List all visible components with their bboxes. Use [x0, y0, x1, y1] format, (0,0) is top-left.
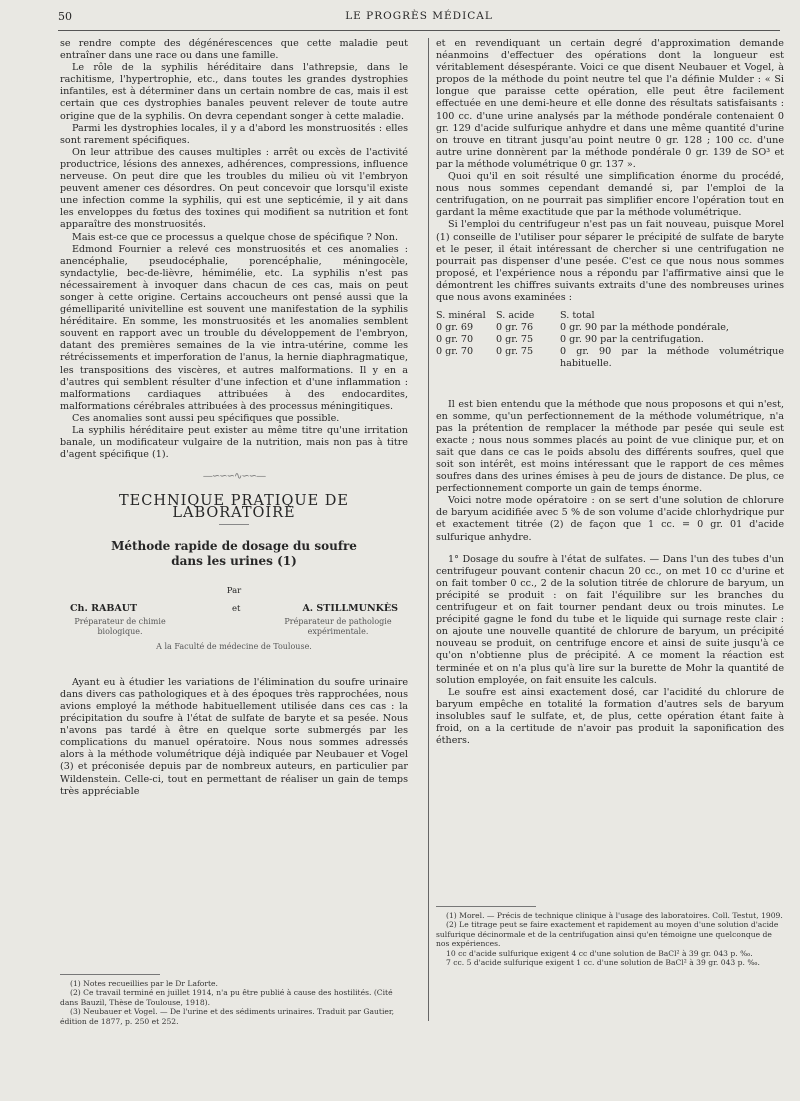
affiliation: Préparateur de chimie biologique. [74, 616, 166, 636]
paragraph: Edmond Fournier a relevé ces monstruosités et ces anomalies : anencéphalie, pseudocéphalie, porencéphalie, méningocèle, syndactylie, bec-de-lièvre, hémimélie, etc. La syphilis n'est pas nécessairement à invoquer dans chacun de ces cas, mais on peut songer à cette origine. Certains accoucheurs ont pensé aussi que la gémelliparité univitelline est souvent une manifestation de la syphilis héréditaire. En somme, les monstruosités et les anomalies semblent souvent en rapport avec un trouble du développement de l'embryon, datant des premières semaines de la vie intra-utérine, comme les rétrécissements et imperforation de l'anus, la hernie diaphragmatique, les transpositions des viscères, et autres malformations. Il y en a d'autres qui semblent résulter d'une infection et d'une inflammation : malformations cardiaques attribuées à des endocardites, malformations cérébrales attribuées à des processus méningitiques. [60, 243, 408, 412]
left-column [60, 38, 408, 798]
table-header: S. minéral [436, 310, 486, 322]
paragraph: La syphilis héréditaire peut exister au même titre qu'une irritation banale, un modificateur vulgaire de la nutrition, mais non pas à titre d'agent spécifique (1). [60, 425, 408, 461]
footnotes-left [60, 974, 408, 1026]
footnote-rule [60, 974, 160, 975]
paragraph: Parmi les dystrophies locales, il y a d'abord les monstruosités : elles sont rarement spécifiques. [60, 122, 408, 146]
footnotes-right [436, 906, 784, 967]
footnote: 10 cc d'acide sulfurique exigent 4 cc d'une solution de BaCl² à 39 gr. 043 p. ‰. [446, 948, 753, 958]
ornament-divider: —∽∽∽∿∽∽— [202, 471, 266, 483]
paragraph: Voici notre mode opératoire : on se sert d'une solution de chlorure de baryum acidifiée avec 5 % de son volume d'acide chlorhydrique pur et exactement titrée (2) de façon que 1 cc. = 0 gr. 01 d'acide sulfurique anhydre. [436, 495, 784, 543]
article-title-line: Méthode rapide de dosage du soufre [111, 538, 357, 553]
table-cell: 0 gr. 70 [436, 334, 474, 346]
paragraph: Il est bien entendu que la méthode que nous proposons et qui n'est, en somme, qu'un perfectionnement de la méthode volumétrique, n'a pas la prétention de remplacer la méthode par pesée qui seule est exacte ; nous nous sommes placés au point de vue clinique pur, et on sait que dans ce cas le poids absolu des différents soufres, quel que soit son intérêt, est moins intéressant que le rapport de ces mêmes soufres dans des urines émises à peu de jours de distance. De plus, ce perfectionnement comporte un gain de temps énorme. [436, 398, 784, 495]
article-title [60, 539, 408, 569]
table-cell: 0 gr. 90 par la méthode pondérale, [560, 322, 729, 334]
byline-par: Par [226, 585, 242, 596]
footnote: 7 cc. 5 d'acide sulfurique exigent 1 cc. d'une solution de BaCl² à 39 gr. 043 p. ‰. [446, 958, 760, 968]
paragraph: Le soufre est ainsi exactement dosé, car l'acidité du chlorure de baryum empêche en totalité la formation d'autres sels de baryum insolubles sauf le sulfate, et, de plus, cette opération étant faite à froid, on a la certitude de n'avoir pas produit la saponification des éthers. [436, 686, 784, 747]
table-header-row [436, 310, 784, 322]
author-name: Ch. RABAUT [70, 602, 138, 614]
table-cell: 0 gr. 70 [436, 346, 474, 358]
column-divider [428, 38, 429, 1021]
paragraph: Ces anomalies sont aussi peu spécifiques que possible. [72, 412, 340, 424]
table-cell: 0 gr. 75 [496, 346, 534, 358]
paragraph: Ayant eu à étudier les variations de l'élimination du soufre urinaire dans divers cas pathologiques et à des époques très rapprochées, nous avions employé la méthode habituellement utilisée dans ces cas : la précipitation du soufre à l'état de sulfate de baryte et sa pesée. Nous n'avons pas tardé à être en quelque sorte submergés par les complications du manuel opératoire. Nous nous sommes adressés alors à la méthode volumétrique déjà indiquée par Neubauer et Vogel (3) et préconisée depuis par de nombreux auteurs, en particulier par Wildenstein. Celle-ci, tout en permettant de réaliser un gain de temps très appréciable [60, 676, 408, 797]
authors [60, 603, 408, 615]
table-cell: 0 gr. 90 par la centrifugation. [560, 334, 704, 346]
author-conjunction: et [232, 603, 241, 614]
affiliations [60, 617, 408, 639]
paragraph: Quoi qu'il en soit résulté une simplification énorme du procédé, nous nous sommes cependant demandé si, par l'emploi de la centrifugation, on ne pourrait pas simplifier encore l'opération tout en gardant la même exactitude que par la méthode volumétrique. [436, 171, 784, 219]
author-name: A. STILLMUNKÈS [302, 602, 398, 614]
page-header [58, 10, 780, 28]
paragraph: 1° Dosage du soufre à l'état de sulfates. — Dans l'un des tubes d'un centrifugeur pouvant contenir chacun 20 cc., on met 10 cc d'urine et on fait tomber 0 cc., 2 de la solution titrée de chlorure de baryum, un précipité se produit : on fait l'équilibre sur les branches du centrifugeur et on fait tourner pendant deux ou trois minutes. Le précipité gagne le fond du tube et le liquide qui surnage reste clair : on ajoute une nouvelle quantité de chlorure de baryum, un précipité nouveau se produit, on centrifuge encore et ainsi de suite jusqu'à ce qu'on n'obtienne plus de précipité. A ce moment la réaction est terminée et on n'a plus qu'à lire sur la burette de Mohr la quantité de solution employée, on fait ensuite les calculs. [436, 553, 784, 686]
article-title-line: dans les urines (1) [171, 553, 297, 568]
running-title: LE PROGRÈS MÉDICAL [345, 10, 493, 22]
table-row [436, 322, 784, 334]
footnote-rule [436, 906, 536, 907]
paragraph: Si l'emploi du centrifugeur n'est pas un fait nouveau, puisque Morel (1) conseille de l'utiliser pour séparer le précipité de sulfate de baryte et le peser, il était intéressant de chercher si une centrifugation ne pourrait pas dispenser d'une pesée. C'est ce que nous nous sommes proposé, et l'expérience nous a répondu par l'affirmative ainsi que le démontrent les chiffres suivants extraits d'une des nombreuses urines que nous avons examinées : [436, 219, 784, 303]
page-number: 50 [58, 10, 72, 23]
paragraph: se rendre compte des dégénérescences que cette maladie peut entraîner dans une race ou dans une famille. [60, 38, 408, 62]
table-header: S. acide [496, 310, 535, 322]
table-row [436, 334, 784, 346]
paragraph: Mais est-ce que ce processus a quelque chose de spécifique ? Non. [72, 231, 399, 243]
table-cell: 0 gr. 76 [496, 322, 534, 334]
header-rule [58, 30, 780, 31]
paragraph: Le rôle de la syphilis héréditaire dans l'athrepsie, dans le rachitisme, l'hypertrophie, etc., dans toutes les grandes dystrophies infantiles, est à déterminer dans un certain nombre de cas, mais il est certain que ces dystrophies banales peuvent relever de toute autre origine que de la syphilis. On devra cependant songer à cette maladie. [60, 62, 408, 122]
footnote: (1) Notes recueillies par le Dr Laforte. [70, 979, 218, 988]
paragraph: et en revendiquant un certain degré d'approximation demande néanmoins d'effectuer des opérations dont la longueur est véritablement désespérante. Voici ce que disent Neubauer et Vogel, à propos de la méthode du point neutre tel que l'a définie Mulder : « Si longue que paraisse cette opération, elle peut être facilement effectuée en une demi-heure et elle donne des résultats satisfaisants : 100 cc. d'une urine analysés par la méthode pondérale contenaient 0 gr. 129 d'acide sulfurique anhydre et dans une même quantité d'urine on trouve en titrant jusqu'au point neutre 0 gr. 128 ; 100 cc. d'une autre urine donnèrent par la méthode pondérale 0 gr. 139 de SO³ et par la méthode volumétrique 0 gr. 137 ». [436, 38, 784, 170]
table-cell: 0 gr. 90 par la méthode volumétrique habituelle. [560, 346, 784, 370]
results-table [436, 310, 784, 370]
table-header: S. total [560, 310, 595, 322]
footnote: (1) Morel. — Précis de technique clinique à l'usage des laboratoires. Coll. Testut, 1909. [446, 911, 783, 920]
table-cell: 0 gr. 69 [436, 322, 474, 334]
right-column [436, 38, 784, 747]
footnote: (2) Ce travail terminé en juillet 1914, n'a pu être publié à cause des hostilités. (Cité dans Bauzil, Thèse de Toulouse, 1918). [60, 988, 393, 1007]
faculty: A la Faculté de médecine de Toulouse. [156, 641, 312, 651]
footnote: (3) Neubauer et Vogel. — De l'urine et des sédiments urinaires. Traduit par Gautier, édition de 1877, p. 250 et 252. [60, 1007, 395, 1026]
section-rule [219, 524, 249, 525]
table-cell: 0 gr. 75 [496, 334, 534, 346]
table-row [436, 346, 784, 370]
affiliation: Préparateur de pathologie expérimentale. [284, 616, 392, 636]
footnote: (2) Le titrage peut se faire exactement et rapidement au moyen d'une solution d'acide sulfurique décinormale et de la centrifugation ainsi qu'en témoigne une quelconque de nos expériences. [436, 920, 779, 949]
section-title: TECHNIQUE PRATIQUE DE LABORATOIRE [119, 493, 349, 522]
paragraph: On leur attribue des causes multiples : arrêt ou excès de l'activité productrice, lésions des annexes, adhérences, compressions, influence nerveuse. On peut dire que les troubles du milieu où vit l'embryon peuvent amener ces désordres. On peut concevoir que lorsqu'il existe une infection comme la syphilis, qui est une septicémie, il y ait dans les enveloppes du fœtus des toxines qui modifient sa nutrition et font apparaître des monstruosités. [60, 146, 408, 231]
